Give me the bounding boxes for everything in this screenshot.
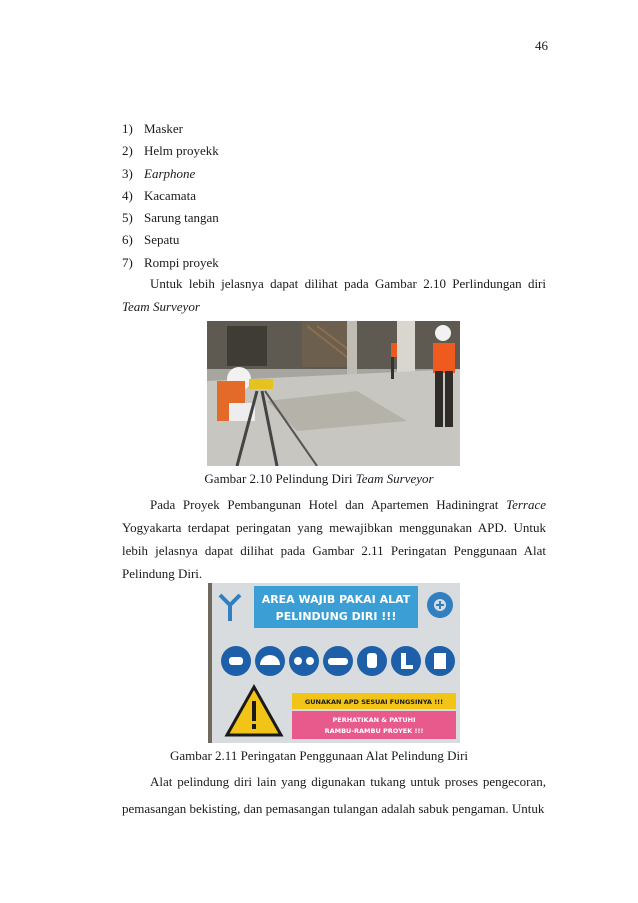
list-item-text: Masker [144, 121, 183, 136]
earmuff-icon [289, 646, 319, 676]
paragraph-2-italic: Terrace [506, 497, 546, 512]
gear-plus-icon [427, 592, 453, 618]
list-item-text: Rompi proyek [144, 254, 219, 270]
paragraph-3: Alat pelindung diri lain yang digunakan tukang untuk proses pengecoran, pemasangan bekisting, dan pemasangan tulangan adalah sabuk pengaman. Untuk [122, 774, 546, 816]
ppe-list-item [122, 232, 219, 254]
list-item-number: 1) [122, 121, 133, 136]
figure-1-caption [0, 471, 638, 487]
list-item-number: 4) [122, 187, 133, 203]
paragraph-2-text-a: Pada Proyek Pembangunan Hotel dan Apartemen Hadiningrat [150, 497, 507, 512]
sign-title-line2: PELINDUNG DIRI !!! [275, 610, 397, 623]
ppe-list-item [122, 210, 219, 232]
survey-team-photo-illustration [207, 321, 460, 466]
ppe-list-item [122, 121, 219, 143]
ppe-list-item [122, 188, 219, 210]
list-item-number: 7) [122, 254, 133, 270]
ppe-list-item [122, 166, 219, 188]
paragraph-2-text-b: Yogyakarta terdapat peringatan yang mewajibkan menggunakan APD. Untuk lebih jelasnya dapat dilihat pada Gambar 2.11 Peringatan Penggunaan Alat Pelindung Diri. [122, 520, 546, 581]
figure-2-caption: Gambar 2.11 Peringatan Penggunaan Alat Pelindung Diri [169, 748, 469, 763]
figure-1-caption-text: Gambar 2.10 Pelindung Diri [204, 471, 356, 486]
survey-team-photo [207, 321, 460, 466]
list-item-number: 6) [122, 232, 133, 248]
paragraph-1-text: Untuk lebih jelasnya dapat dilihat pada Gambar 2.10 Perlindungan diri [150, 276, 546, 291]
list-item-text: Earphone [144, 165, 196, 181]
list-item-text: Sepatu [144, 232, 180, 248]
ppe-sign-photo [208, 583, 460, 743]
sign-notice-2-line2: RAMBU-RAMBU PROYEK !!! [324, 727, 424, 735]
list-item-number: 3) [122, 165, 133, 181]
list-item-text: Sarung tangan [144, 210, 219, 226]
list-item-text: Kacamata [144, 187, 196, 203]
ppe-list [122, 121, 219, 277]
ppe-sign-illustration [208, 583, 460, 743]
paragraph-2 [122, 493, 546, 585]
figure-1-caption-italic: Team Surveyor [355, 471, 434, 486]
page-number: 46 [535, 38, 548, 53]
paragraph-1-italic: Team Surveyor [122, 299, 200, 314]
list-item-number: 2) [122, 143, 133, 159]
ppe-list-item [122, 143, 219, 165]
sign-notice-2-line1: PERHATIKAN & PATUHI [332, 716, 416, 724]
paragraph-1 [122, 272, 546, 318]
list-item-number: 5) [122, 210, 133, 226]
sign-title-line1: AREA WAJIB PAKAI ALAT [261, 593, 411, 606]
list-item-text: Helm proyekk [144, 143, 219, 159]
sign-notice-1: GUNAKAN APD SESUAI FUNGSINYA !!! [304, 698, 444, 706]
